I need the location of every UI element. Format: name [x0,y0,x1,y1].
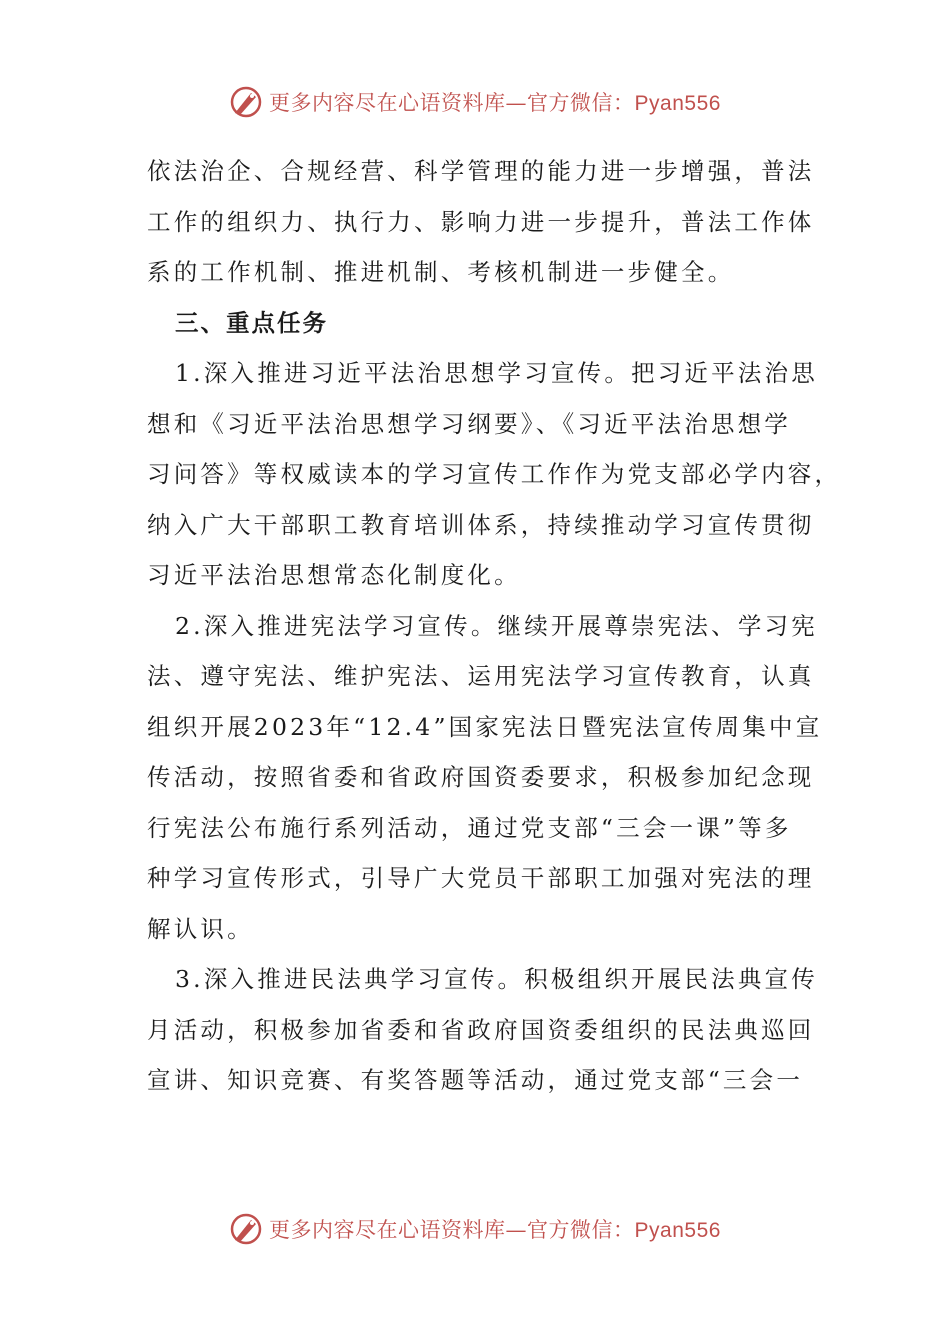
paragraph-line: 法、遵守宪法、维护宪法、运用宪法学习宣传教育，认真 [147,662,815,690]
paragraph-line: 解认识。 [147,914,254,943]
paragraph-line: 1.深入推进习近平法治思想学习宣传。把习近平法治思 [175,359,818,387]
paragraph-line: 系的工作机制、推进机制、考核机制进一步健全。 [147,258,735,286]
pen-nib-logo-icon [229,1212,263,1246]
pen-nib-logo-icon [229,85,263,119]
paragraph-line: 3.深入推进民法典学习宣传。积极组织开展民法典宣传 [175,965,818,993]
paragraph-line: 传活动，按照省委和省政府国资委要求，积极参加纪念现 [147,763,815,791]
paragraph-line: 习近平法治思想常态化制度化。 [147,561,521,589]
paragraph-line: 纳入广大干部职工教育培训体系，持续推动学习宣传贯彻 [147,510,815,539]
watermark-text: 更多内容尽在心语资料库—官方微信：Pyan556 [269,1218,721,1242]
paragraph-line: 工作的组织力、执行力、影响力进一步提升，普法工作体 [147,207,815,236]
paragraph-line: 2.深入推进宪法学习宣传。继续开展尊崇宪法、学习宪 [175,611,818,640]
paragraph-line: 宣讲、知识竞赛、有奖答题等活动，通过党支部“三会一 [147,1066,804,1094]
paragraph-line: 习问答》等权威读本的学习宣传工作作为党支部必学内容， [147,460,842,488]
paragraph-line: 月活动，积极参加省委和省政府国资委组织的民法典巡回 [147,1015,815,1044]
paragraph-line: 依法治企、合规经营、科学管理的能力进一步增强，普法 [147,157,815,185]
paragraph-line: 种学习宣传形式，引导广大党员干部职工加强对宪法的理 [147,864,815,892]
watermark-text: 更多内容尽在心语资料库—官方微信：Pyan556 [269,91,721,115]
section-heading: 三、重点任务 [175,308,328,337]
document-body [147,146,842,1106]
footer-watermark-banner [0,1209,950,1249]
paragraph-line: 想和《习近平法治思想学习纲要》、《习近平法治思想学 [147,409,791,438]
header-watermark-banner [0,82,950,122]
paragraph-line: 组织开展2023年“12.4”国家宪法日暨宪法宣传周集中宣 [147,712,823,741]
paragraph-line: 行宪法公布施行系列活动，通过党支部“三会一课”等多 [147,813,792,842]
